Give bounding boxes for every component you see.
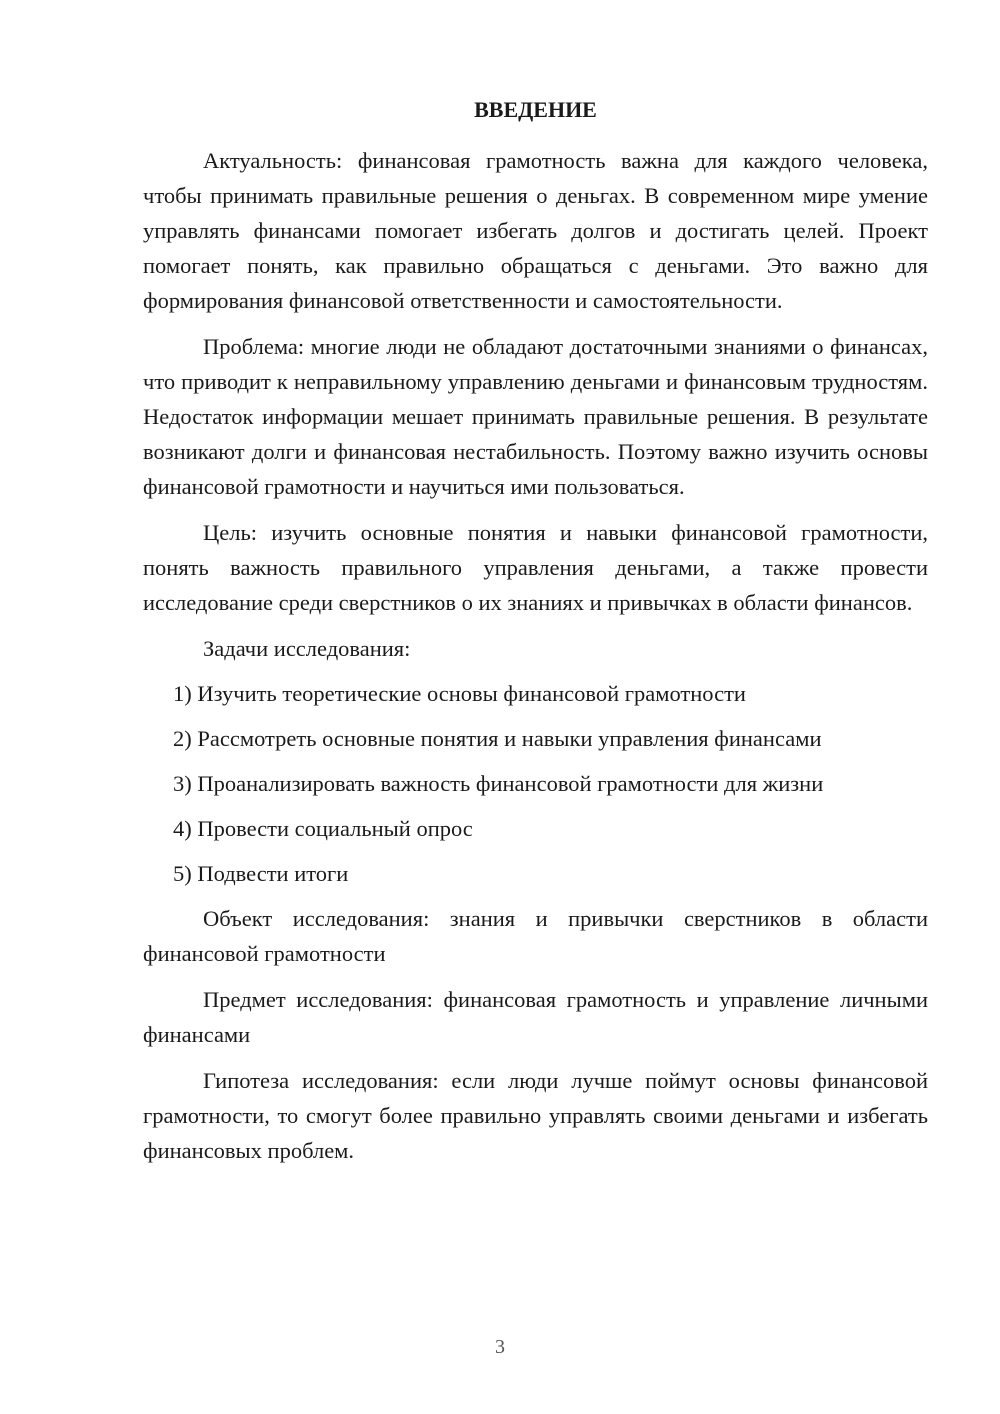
hypothesis-paragraph: Гипотеза исследования: если люди лучше поймут основы финансовой грамотности, то смогут более правильно управлять своими деньгами и избегать финансовых проблем. — [143, 1068, 928, 1163]
subject-paragraph: Предмет исследования: финансовая грамотность и управление личными финансами — [143, 987, 928, 1047]
goal-paragraph: Цель: изучить основные понятия и навыки финансовой грамотности, понять важность правильного управления деньгами, а также провести исследование среди сверстников о их знаниях и привычках в области финансов. — [143, 520, 928, 615]
page-number: 3 — [495, 1336, 505, 1358]
task-item-5: 5) Подвести итоги — [173, 861, 349, 886]
tasks-title: Задачи исследования: — [203, 636, 411, 661]
problem-paragraph: Проблема: многие люди не обладают достаточными знаниями о финансах, что приводит к неправильному управлению деньгами и финансовым трудностям. Недостаток информации мешает принимать правильные решения. В результате возникают долги и финансовая нестабильность. Поэтому важно изучить основы финансовой грамотности и научиться ими пользоваться. — [143, 334, 928, 499]
relevance-paragraph: Актуальность: финансовая грамотность важна для каждого человека, чтобы принимать правильные решения о деньгах. В современном мире умение управлять финансами помогает избегать долгов и достигать целей. Проект помогает понять, как правильно обращаться с деньгами. Это важно для формирования финансовой ответственности и самостоятельности. — [143, 148, 928, 313]
document-page — [143, 92, 928, 1179]
section-heading: ВВЕДЕНИЕ — [474, 97, 597, 122]
task-item-4: 4) Провести социальный опрос — [173, 816, 473, 841]
object-paragraph: Объект исследования: знания и привычки сверстников в области финансовой грамотности — [143, 906, 928, 966]
task-item-1: 1) Изучить теоретические основы финансовой грамотности — [173, 681, 746, 706]
task-item-2: 2) Рассмотреть основные понятия и навыки управления финансами — [173, 726, 822, 751]
tasks-list — [143, 676, 928, 891]
task-item-3: 3) Проанализировать важность финансовой грамотности для жизни — [173, 771, 824, 796]
